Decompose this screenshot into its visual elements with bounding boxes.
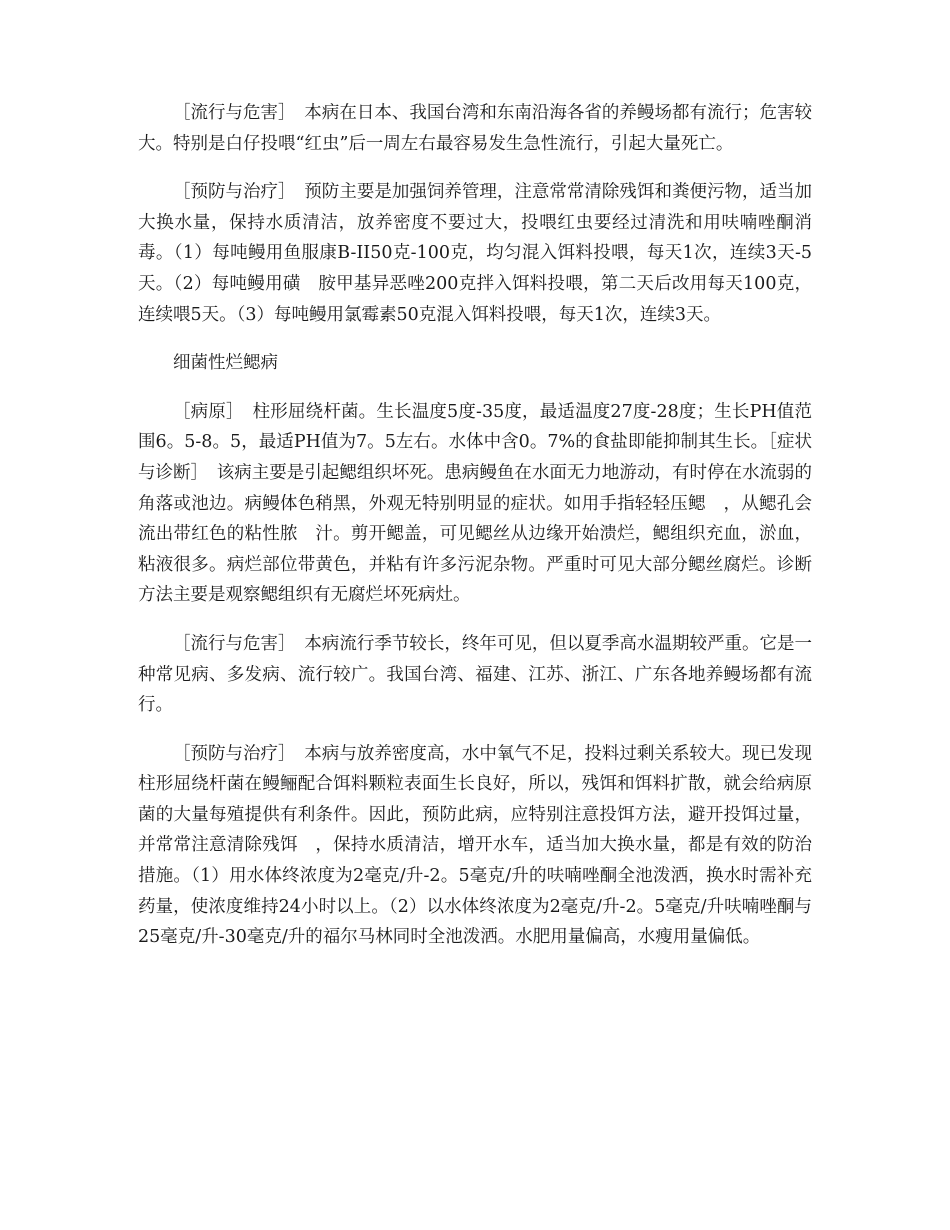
section-heading-bacterial-gill-rot: 细菌性烂鳃病 (173, 353, 278, 374)
paragraph-prevention-treatment-2: ［预防与治疗］ 本病与放养密度高，水中氧气不足，投料过剩关系较大。现已发现柱形屈绕杆菌在鳗鲡配合饵料颗粒表面生长良好，所以，残饵和饵料扩散，就会给病原菌的大量每殖提供有利条件。因此，预防此病，应特别注意投饵方法，避开投饵过量，并常常注意清除残饵 ，保持水质清洁，增开水车，适当加大换水量，都是有效的防治措施。（1）用水体终浓度为2毫克/升-2。5毫克/升的呋喃唑酮全池泼洒，换水时需补充药量，使浓度维持24小时以上。（2）以水体终浓度为2毫克/升-2。5毫克/升呋喃唑酮与25毫克/升-30毫克/升的福尔马林同时全池泼洒。水肥用量偏高，水瘦用量偏低。 (138, 743, 812, 948)
paragraph-prevention-treatment-1: ［预防与治疗］ 预防主要是加强饲养管理，注意常常清除残饵和粪便污物，适当加大换水量，保持水质清洁，放养密度不要过大，投喂红虫要经过清洗和用呋喃唑酮消毒。（1）每吨鳗用鱼服康B-II50克-100克，均匀混入饵料投喂，每天1次，连续3天-5天。（2）每吨鳗用磺 胺甲基异恶唑200克拌入饵料投喂，第二天后改用每天100克，连续喂5天。（3）每吨鳗用氯霉素50克混入饵料投喂，每天1次，连续3天。 (138, 182, 812, 325)
paragraph-epidemic-harm-2: ［流行与危害］ 本病流行季节较长，终年可见，但以夏季高水温期较严重。它是一种常见病、多发病、流行较广。我国台湾、福建、江苏、浙江、广东各地养鳗场都有流行。 (138, 633, 812, 716)
paragraph-pathogen-symptoms: ［病原］ 柱形屈绕杆菌。生长温度5度-35度，最适温度27度-28度；生长PH值范围6。5-8。5，最适PH值为7。5左右。水体中含0。7%的食盐即能抑制其生长。［症状与诊断］ 该病主要是引起鳃组织坏死。患病鳗鱼在水面无力地游动，有时停在水流弱的角落或池边。病鳗体色稍黑，外观无特别明显的症状。如用手指轻轻压鳃 ，从鳃孔会流出带红色的粘性脓 汁。剪开鳃盖，可见鳃丝从边缘开始溃烂，鳃组织充血，淤血，粘液很多。病烂部位带黄色，并粘有许多污泥杂物。严重时可见大部分鳃丝腐烂。诊断方法主要是观察鳃组织有无腐烂坏死病灶。 (138, 401, 812, 606)
paragraph-epidemic-harm-1: ［流行与危害］ 本病在日本、我国台湾和东南沿海各省的养鳗场都有流行；危害较大。特别是白仔投喂“红虫”后一周左右最容易发生急性流行，引起大量死亡。 (138, 103, 812, 154)
document-page (138, 98, 812, 971)
